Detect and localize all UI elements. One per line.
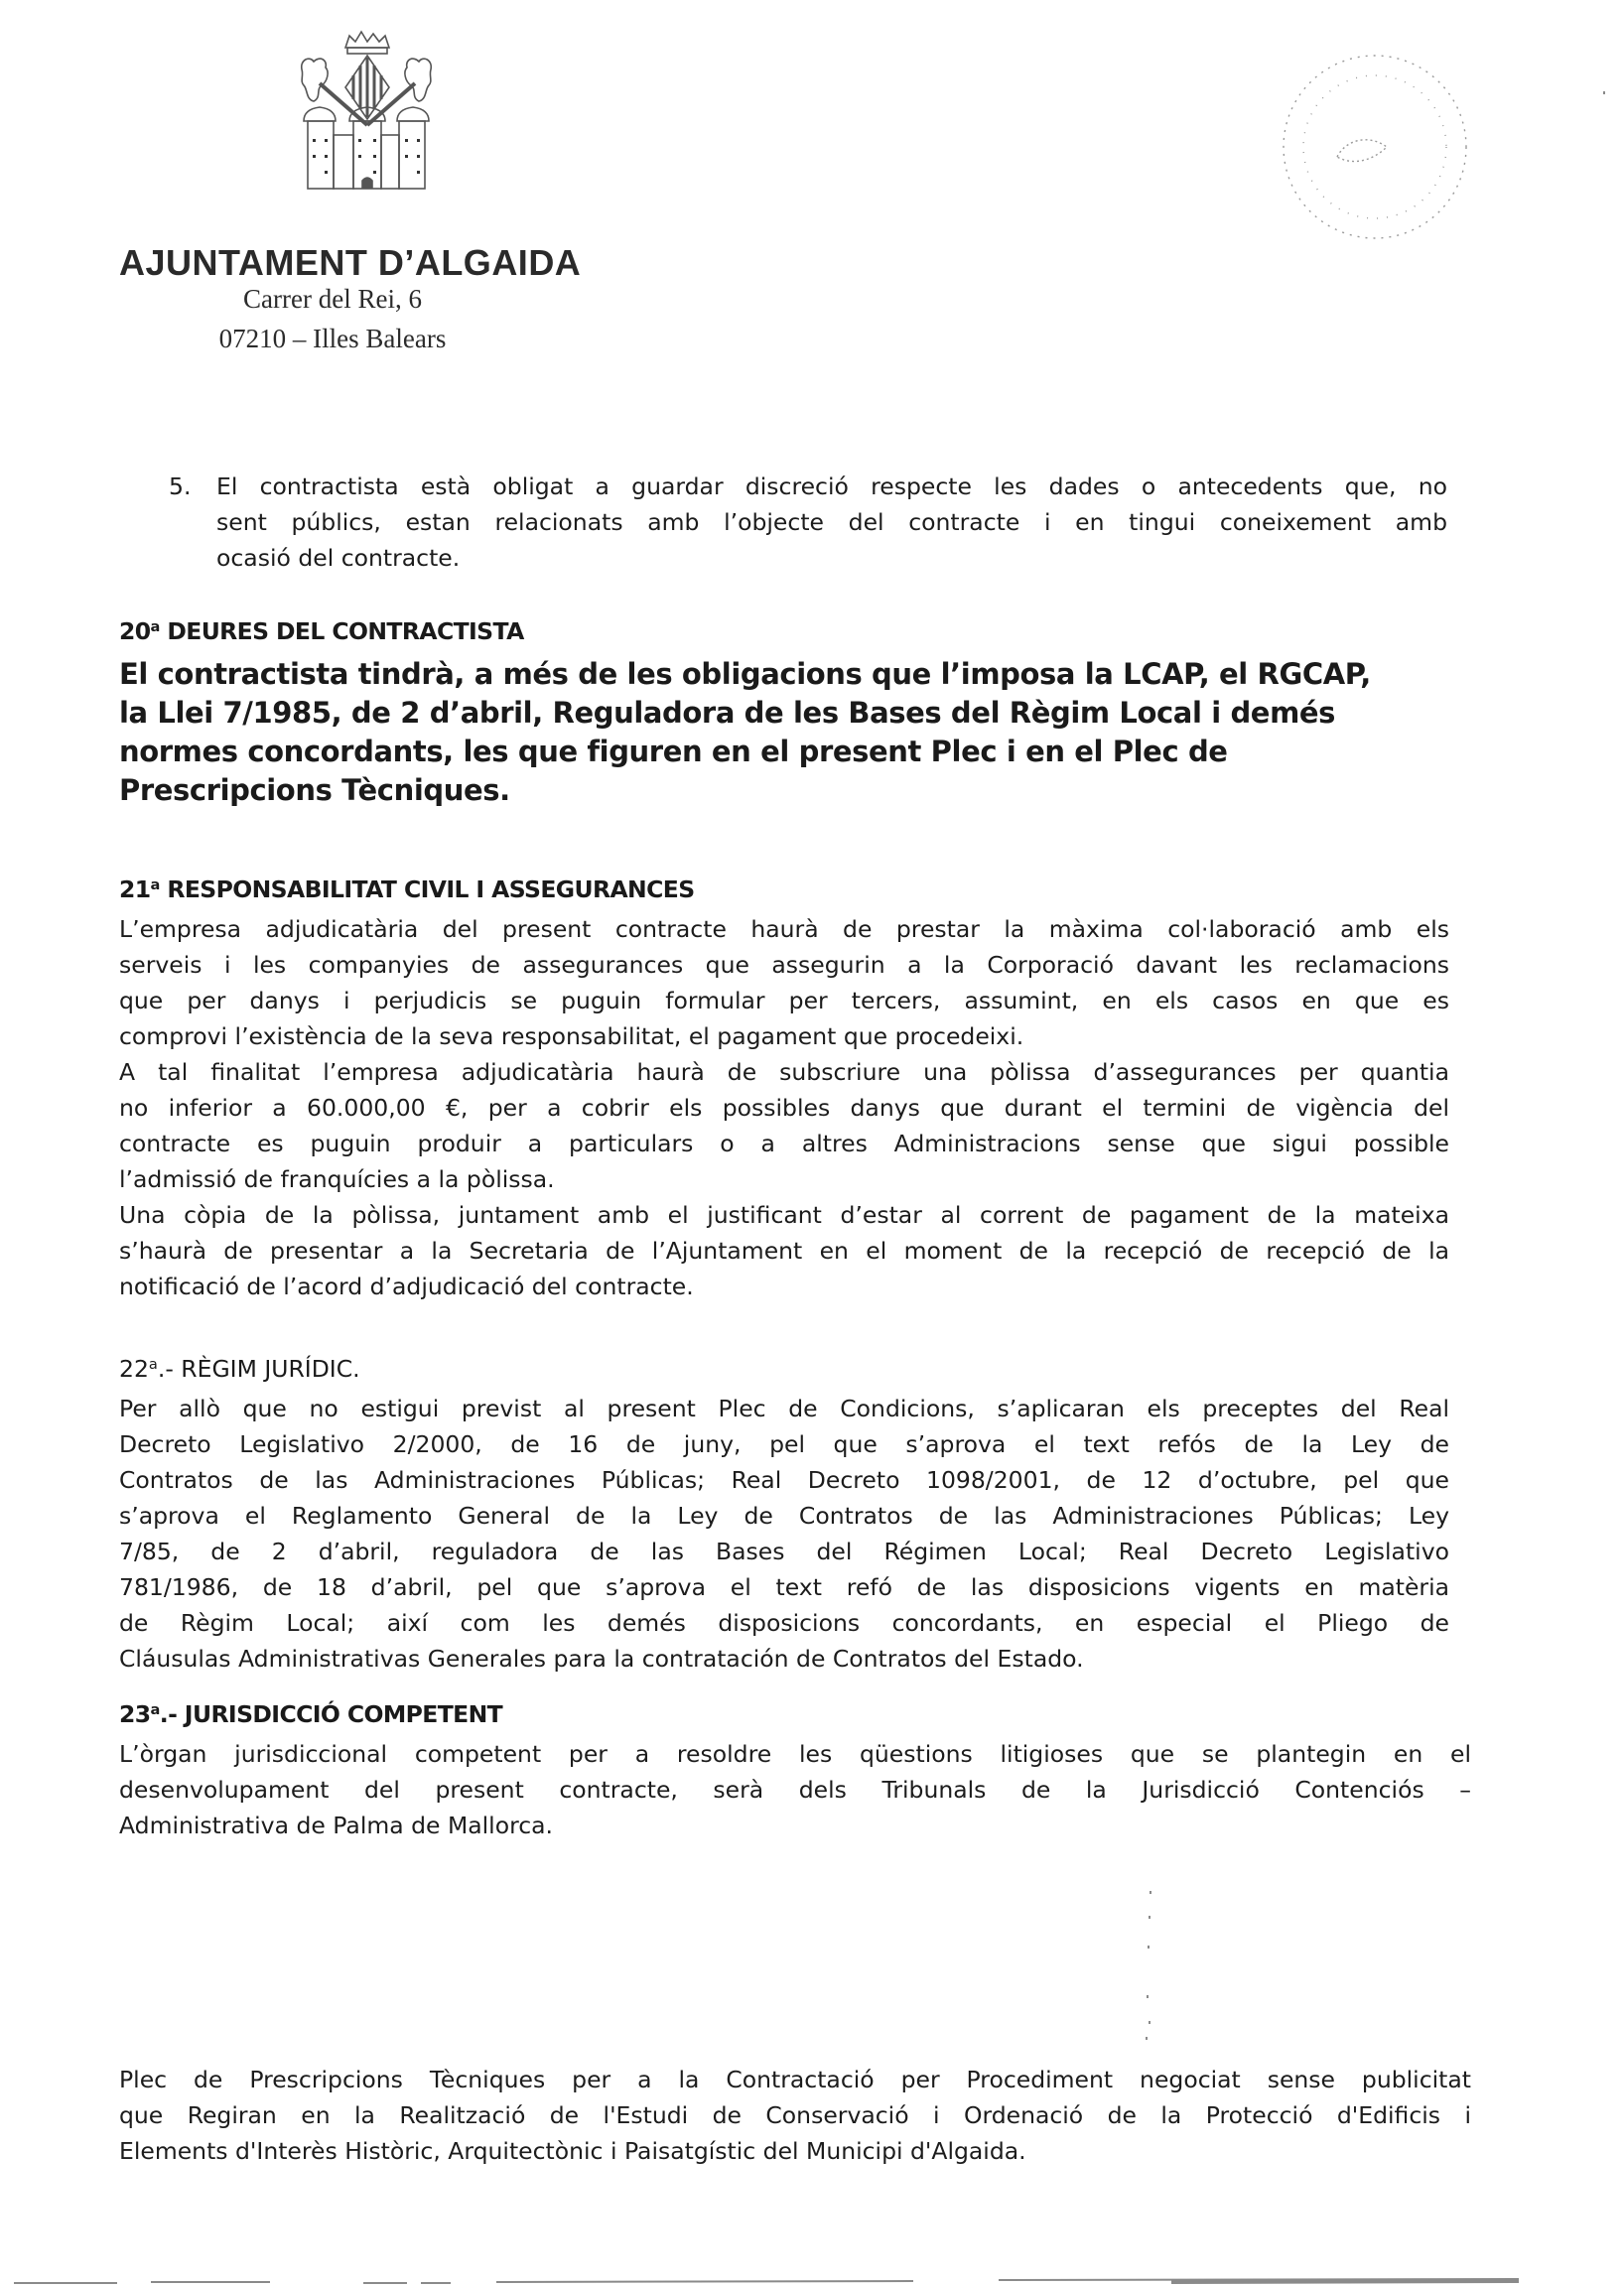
document-footer-note xyxy=(119,2062,1471,2169)
text-line: que per danys i perjudicis se puguin formular per tercers, assumint, en els casos en que es xyxy=(119,987,1449,1014)
section-number: 23 xyxy=(119,1700,151,1728)
ordinal-indicator: a xyxy=(150,1701,160,1718)
text-line: Plec de Prescripcions Tècniques per a la Contractació per Procediment negociat sense publicitat xyxy=(119,2066,1471,2093)
coat-of-arms-icon xyxy=(296,26,437,193)
text-line: de Règim Local; així com les demés disposicions concordants, en especial el Pliego de xyxy=(119,1609,1449,1637)
text-line: El contractista està obligat a guardar discreció respecte les dades o antecedents que, no xyxy=(216,472,1447,500)
section-number: 22 xyxy=(119,1355,149,1383)
text-line: Una còpia de la pòlissa, juntament amb el justificant d’estar al corrent de pagament de la mateixa xyxy=(119,1201,1449,1229)
text-line: Cláusulas Administrativas Generales para la contratación de Contratos del Estado. xyxy=(119,1645,1084,1673)
text-line: normes concordants, les que figuren en el present Plec i en el Plec de xyxy=(119,735,1228,768)
organization-name: AJUNTAMENT D’ALGAIDA xyxy=(119,242,582,283)
list-item-body xyxy=(216,469,1447,576)
text-line: Elements d'Interès Històric, Arquitectònic i Paisatgístic del Municipi d'Algaida. xyxy=(119,2137,1026,2165)
text-line: l’admissió de franquícies a la pòlissa. xyxy=(119,1165,555,1193)
section-title: RESPONSABILITAT CIVIL I ASSEGURANCES xyxy=(159,875,695,903)
text-line: comprovi l’existència de la seva responsabilitat, el pagament que procedeixi. xyxy=(119,1022,1024,1050)
text-line: ocasió del contracte. xyxy=(216,544,461,572)
text-line: Administrativa de Palma de Mallorca. xyxy=(119,1812,554,1839)
text-line: contracte es puguin produir a particulars o a altres Administracions sense que sigui possible xyxy=(119,1130,1449,1157)
section-23-body xyxy=(119,1736,1471,1843)
ordinal-indicator: a xyxy=(150,618,160,635)
ordinal-indicator: a xyxy=(150,876,160,893)
text-line: 7/85, de 2 d’abril, reguladora de las Bases del Régimen Local; Real Decreto Legislativo xyxy=(119,1538,1449,1565)
text-line: Per allò que no estigui previst al present Plec de Condicions, s’aplicaran els preceptes del Real xyxy=(119,1395,1449,1422)
section-22-heading xyxy=(119,1355,360,1383)
address-postal: 07210 – Illes Balears xyxy=(218,324,447,353)
text-line: la Llei 7/1985, de 2 d’abril, Reguladora de les Bases del Règim Local i demés xyxy=(119,696,1336,730)
scan-edge-lines xyxy=(0,2273,1624,2287)
text-line: s’aprova el Reglamento General de la Ley de Contratos de las Administraciones Públicas; Ley xyxy=(119,1502,1449,1530)
text-line: L’empresa adjudicatària del present contracte haurà de prestar la màxima col·laboració amb els xyxy=(119,915,1449,943)
text-line: El contractista tindrà, a més de les obligacions que l’imposa la LCAP, el RGCAP, xyxy=(119,657,1371,691)
text-line: L’òrgan jurisdiccional competent per a resoldre les qüestions litigioses que se plantegin en el xyxy=(119,1740,1471,1768)
text-line: que Regiran en la Realització de l'Estudi de Conservació i Ordenació de la Protecció d'Edificis i xyxy=(119,2101,1471,2129)
text-line: Decreto Legislativo 2/2000, de 16 de juny, pel que s’aprova el text refós de la Ley de xyxy=(119,1430,1449,1458)
text-line: Prescripcions Tècniques. xyxy=(119,773,510,807)
text-line: sent públics, estan relacionats amb l’objecte del contracte i en tingui coneixement amb xyxy=(216,508,1447,536)
section-21-heading xyxy=(119,875,695,903)
section-20-heading xyxy=(119,617,524,645)
text-line: A tal finalitat l’empresa adjudicatària haurà de subscriure una pòlissa d’assegurances per quantia xyxy=(119,1058,1449,1086)
section-title: .- RÈGIM JURÍDIC. xyxy=(157,1355,360,1383)
section-number: 20 xyxy=(119,617,151,645)
text-line: s’haurà de presentar a la Secretaria de l’Ajuntament en el moment de la recepció de recepció de la xyxy=(119,1237,1449,1265)
text-line: Contratos de las Administraciones Públicas; Real Decreto 1098/2001, de 12 d’octubre, pel que xyxy=(119,1466,1449,1494)
list-item-number: 5. xyxy=(169,472,192,500)
text-line: desenvolupament del present contracte, serà dels Tribunals de la Jurisdicció Contenciós – xyxy=(119,1776,1471,1804)
text-line: notificació de l’acord d’adjudicació del contracte. xyxy=(119,1273,694,1300)
section-title: .- JURISDICCIÓ COMPETENT xyxy=(159,1700,503,1728)
address-street: Carrer del Rei, 6 xyxy=(243,284,422,314)
official-seal-stamp-icon xyxy=(1276,30,1474,258)
section-number: 21 xyxy=(119,875,151,903)
section-title: DEURES DEL CONTRACTISTA xyxy=(159,617,524,645)
section-21-body xyxy=(119,911,1449,1304)
section-23-heading xyxy=(119,1700,502,1728)
text-line: serveis i les companyies de assegurances que assegurin a la Corporació davant les reclamacions xyxy=(119,951,1449,979)
section-22-body xyxy=(119,1391,1449,1677)
section-20-body xyxy=(119,655,1449,810)
text-line: 781/1986, de 18 d’abril, pel que s’aprova el text refó de las disposicions vigents en matèria xyxy=(119,1573,1449,1601)
text-line: no inferior a 60.000,00 €, per a cobrir els possibles danys que durant el termini de vigència del xyxy=(119,1094,1449,1122)
ordinal-indicator: a xyxy=(148,1356,158,1373)
